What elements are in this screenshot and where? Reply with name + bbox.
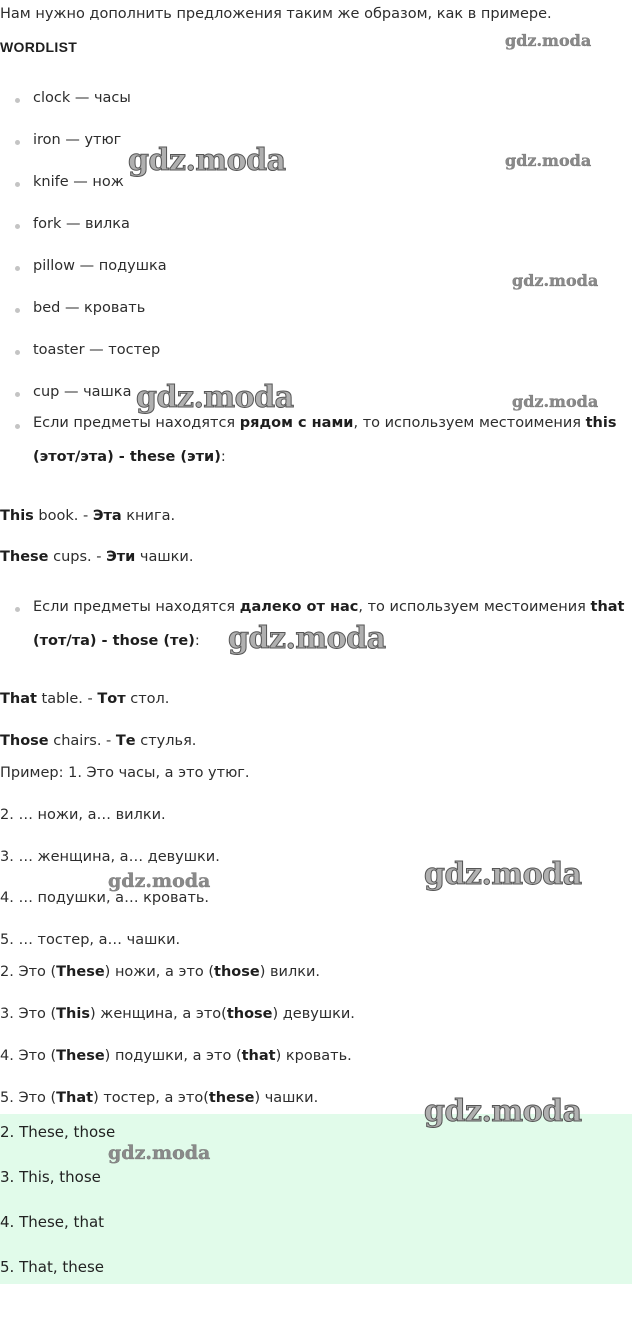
bullet-icon	[15, 350, 20, 355]
bullet-icon	[15, 424, 20, 429]
list-item: iron — утюг	[33, 132, 122, 148]
list-item: clock — часы	[33, 90, 131, 106]
example-those: Those chairs. - Те стулья.	[0, 733, 197, 749]
example-these: These cups. - Эти чашки.	[0, 549, 194, 565]
list-item: pillow — подушка	[33, 258, 167, 274]
watermark-logo: gdz.moda	[505, 151, 592, 170]
answer-line: 4. These, that	[0, 1213, 105, 1231]
bullet-icon	[15, 224, 20, 229]
task-line: 4. … подушки, а… кровать.	[0, 890, 210, 906]
solution-line: 3. Это (This) женщина, а это(those) девушки.	[0, 1006, 355, 1022]
bullet-icon	[15, 140, 20, 145]
bullet-icon	[15, 392, 20, 397]
bullet-icon	[15, 266, 20, 271]
list-item: fork — вилка	[33, 216, 130, 232]
example-line: Пример: 1. Это часы, а это утюг.	[0, 765, 250, 781]
watermark-logo: gdz.moda	[108, 1142, 211, 1164]
list-item: bed — кровать	[33, 300, 146, 316]
watermark-logo: gdz.moda	[228, 621, 386, 656]
answer-line: 2. These, those	[0, 1123, 116, 1141]
solution-line: 5. Это (That) тостер, а это(these) чашки.	[0, 1090, 319, 1106]
task-line: 2. … ножи, а… вилки.	[0, 807, 166, 823]
example-this: This book. - Эта книга.	[0, 508, 176, 524]
watermark-logo: gdz.moda	[424, 857, 582, 892]
answer-line: 5. That, these	[0, 1258, 105, 1276]
bullet-icon	[15, 98, 20, 103]
wordlist-heading: WORDLIST	[0, 39, 78, 55]
list-item: toaster — тостер	[33, 342, 161, 358]
solution-line: 4. Это (These) подушки, а это (that) кровать.	[0, 1048, 352, 1064]
watermark-logo: gdz.moda	[512, 271, 599, 290]
watermark-logo: gdz.moda	[136, 380, 294, 415]
watermark-logo: gdz.moda	[424, 1094, 582, 1129]
watermark-logo: gdz.moda	[108, 870, 211, 892]
example-that: That table. - Тот стол.	[0, 691, 170, 707]
task-line: 5. … тостер, а… чашки.	[0, 932, 181, 948]
watermark-logo: gdz.moda	[505, 31, 592, 50]
answer-line: 3. This, those	[0, 1168, 101, 1186]
bullet-icon	[15, 607, 20, 612]
rule-near: Если предметы находятся рядом с нами, то используем местоимения this (этот/эта) - these (эти):	[33, 415, 617, 465]
task-line: 3. … женщина, а… девушки.	[0, 849, 220, 865]
solution-line: 2. Это (These) ножи, а это (those) вилки.	[0, 964, 321, 980]
list-item: knife — нож	[33, 174, 124, 190]
watermark-logo: gdz.moda	[128, 143, 286, 178]
watermark-logo: gdz.moda	[512, 392, 599, 411]
rule-far: Если предметы находятся далеко от нас, то используем местоимения that (тот/та) - those (те):	[33, 599, 625, 649]
intro-text: Нам нужно дополнить предложения таким же образом, как в примере.	[0, 6, 552, 22]
list-item: cup — чашка	[33, 384, 132, 400]
bullet-icon	[15, 182, 20, 187]
bullet-icon	[15, 308, 20, 313]
